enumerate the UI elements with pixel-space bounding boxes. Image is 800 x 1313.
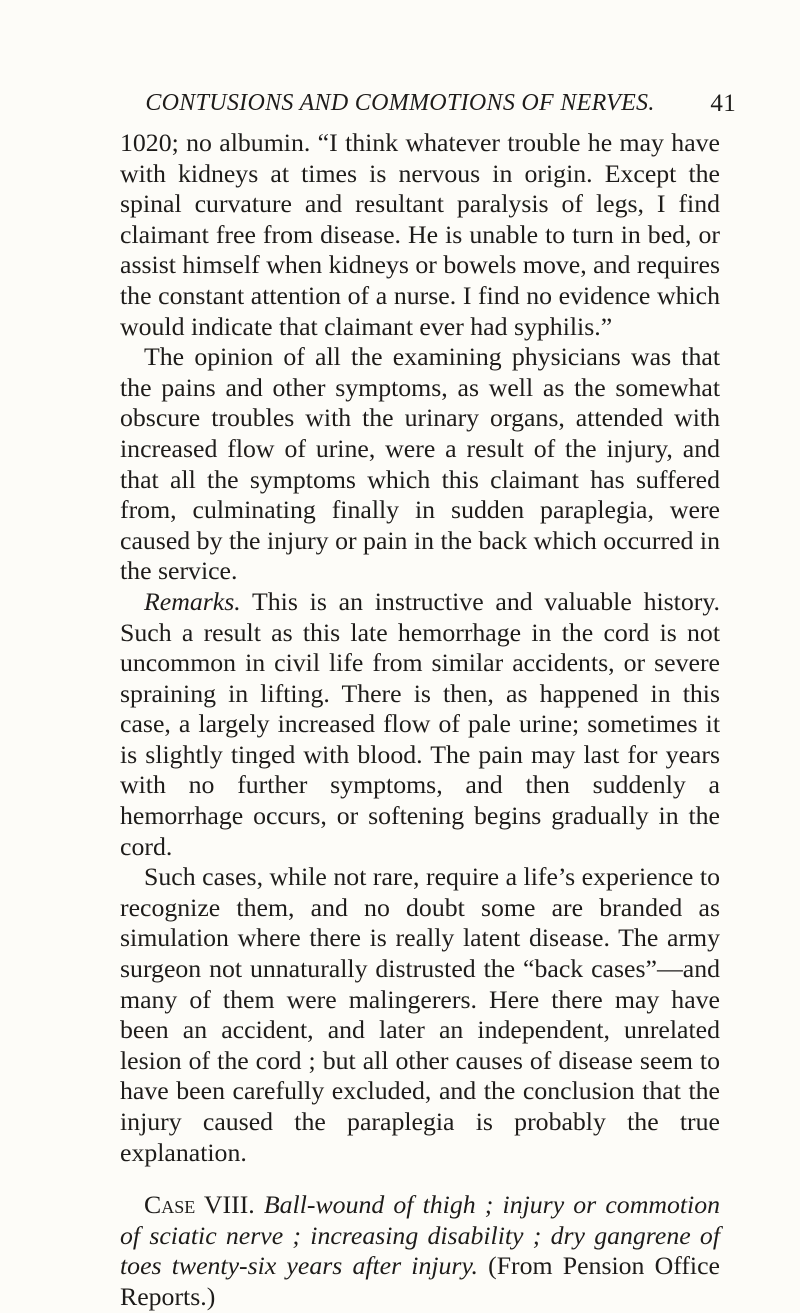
book-page: [120, 80, 736, 1313]
body-text: [120, 128, 720, 1313]
page-header: [120, 80, 736, 118]
paragraph-remarks: [120, 587, 720, 862]
case-title: Ball-wound of thigh ; injury or commotion of sciatic nerve ; increasing disability ; dry gangrene of toes twenty-six years after injury.: [120, 1190, 720, 1281]
paragraph-such-cases: Such cases, while not rare, require a life’s experience to recognize them, and no doubt some are branded as simulation where there is really latent disease. The army surgeon not unnaturally distrusted the “back cases”—and many of them were malingerers. Here there may have been an accident, and later an independent, unrelated lesion of the cord ; but all other causes of disease seem to have been carefully excluded, and the conclusion that the injury caused the paraplegia is probably the true explanation.: [120, 862, 720, 1167]
case-heading: [120, 1190, 720, 1312]
case-source: (From Pension Office Reports.): [120, 1251, 720, 1311]
paragraph-opinion: The opinion of all the examining physicians was that the pains and other symptoms, as well as the somewhat obscure troubles with the urinary organs, attended with increased flow of urine, were a result of the injury, and that all the symptoms which this claimant has suffered from, culminating finally in sudden paraplegia, were caused by the injury or pain in the back which occurred in the service.: [120, 342, 720, 586]
page-number: 41: [710, 90, 736, 117]
case-label: Case VIII.: [144, 1190, 255, 1220]
paragraph-quote-continuation: 1020; no albumin. “I think whatever trouble he may have with kidneys at times is nervous in origin. Except the spinal curvature and resultant paralysis of legs, I find claimant free from disease. He is unable to turn in bed, or assist himself when kidneys or bowels move, and requires the constant attention of a nurse. I find no evidence which would indicate that claimant ever had syphilis.”: [120, 128, 720, 341]
running-head: CONTUSIONS AND COMMOTIONS OF NERVES.: [145, 90, 655, 116]
remarks-label: Remarks.: [144, 586, 241, 616]
remarks-text: This is an instructive and valuable history. Such a result as this late hemorrhage in the cord is not uncommon in civil life from similar accidents, or severe spraining in lifting. There is then, as happened in this case, a largely increased flow of pale urine; sometimes it is slightly tinged with blood. The pain may last for years with no further symptoms, and then suddenly a hemorrhage occurs, or softening begins gradually in the cord.: [120, 586, 720, 861]
